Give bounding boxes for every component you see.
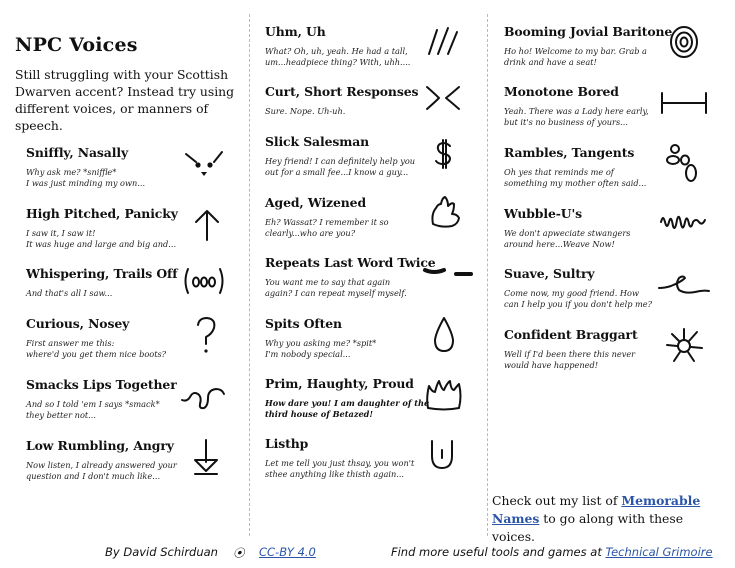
- voice-entry-sniffly: [26, 145, 145, 189]
- memorable-names-link[interactable]: Memorable: [621, 493, 701, 508]
- voice-name: Aged, Wizened: [265, 195, 367, 210]
- technical-grimoire-link[interactable]: Technical Grimoire: [605, 545, 713, 559]
- voice-name: Slick Salesman: [265, 134, 370, 149]
- voice-name: Uhm, Uh: [265, 24, 326, 39]
- squiggle-icon: [180, 382, 226, 412]
- voice-quote: Well if I'd been there this never would have happened!: [504, 349, 636, 370]
- droplet-icon: [430, 316, 458, 354]
- voice-quote: What? Oh, uh, yeah. He had a tall, um...headpiece thing? With, uhh....: [265, 46, 411, 67]
- voice-quote: Yeah. There was a Lady here early, but it's no business of yours...: [504, 106, 649, 127]
- voice-quote: Why you asking me? *spit* I'm nobody special...: [265, 338, 377, 359]
- voice-name: Curt, Short Responses: [265, 84, 419, 99]
- voice-quote: Now listen, I already answered your question and I don't much like...: [26, 460, 177, 481]
- voice-quote: I saw it, I saw it! It was huge and large and big and...: [26, 228, 177, 249]
- voice-entry-monotone: [504, 84, 649, 128]
- voice-quote: Eh? Wassat? I remember it so clearly...who are you?: [265, 217, 389, 238]
- voice-entry-spits: [265, 316, 376, 360]
- memorable-names-link-continued[interactable]: Names: [492, 511, 540, 526]
- curl-line-icon: [657, 272, 711, 298]
- voice-name: Curious, Nosey: [26, 316, 130, 331]
- voice-quote: Why ask me? *sniffle* I was just minding my own...: [26, 167, 146, 188]
- voice-quote: Sure. Nope. Uh-uh.: [265, 106, 346, 116]
- voice-entry-whispering: [26, 266, 178, 299]
- voice-quote: And that's all I saw...: [26, 288, 113, 298]
- voice-quote: We don't apweciate stwangers around here...Weave Now!: [504, 228, 631, 249]
- voice-name: Whispering, Trails Off: [26, 266, 178, 281]
- voice-entry-aged: [265, 195, 389, 239]
- voice-entry-booming: [504, 24, 672, 68]
- tongue-icon: [428, 438, 456, 472]
- voice-name: Wubble-U's: [504, 206, 583, 221]
- flat-line-icon: [659, 90, 709, 116]
- voice-quote: Hey friend! I can definitely help you out for a small fee...I know a guy...: [265, 156, 416, 177]
- voice-name: Sniffly, Nasally: [26, 145, 129, 160]
- column-divider-2: [487, 14, 488, 536]
- voice-name: Smacks Lips Together: [26, 377, 177, 392]
- voice-name: Confident Braggart: [504, 327, 638, 342]
- voice-name: Repeats Last Word Twice: [265, 255, 436, 270]
- voice-quote: Come now, my good friend. How can I help you if you don't help me?: [504, 288, 653, 309]
- curt-brackets-icon: [424, 84, 462, 112]
- voice-entry-listhp: [265, 436, 414, 480]
- wobble-icon: [658, 208, 708, 236]
- column-divider-1: [249, 14, 250, 536]
- voice-name: Listhp: [265, 436, 309, 451]
- sniffle-face-icon: [184, 148, 224, 178]
- concentric-circles-icon: [668, 24, 700, 60]
- voice-entry-repeats: [265, 255, 436, 299]
- author-credit: By David Schirduan: [105, 545, 218, 559]
- voice-name: Prim, Haughty, Proud: [265, 376, 414, 391]
- voice-name: Rambles, Tangents: [504, 145, 635, 160]
- wizened-hand-icon: [428, 194, 462, 230]
- voice-quote: How dare you! I am daughter of the third house of Betazed!: [265, 398, 430, 419]
- voice-quote: Ho ho! Welcome to my bar. Grab a drink and have a seat!: [504, 46, 647, 67]
- voice-entry-braggart: [504, 327, 638, 371]
- voice-entry-slick-salesman: [265, 134, 415, 178]
- voice-quote: Oh yes that reminds me of something my mother often said...: [504, 167, 647, 188]
- voice-entry-smacks-lips: [26, 377, 177, 421]
- voice-entry-suave: [504, 266, 652, 310]
- voice-entry-prim: [265, 376, 429, 420]
- find-more-text: Find more useful tools and games at Technical Grimoire: [391, 545, 713, 559]
- dollar-sign-icon: [432, 138, 456, 170]
- sun-burst-icon: [664, 326, 704, 366]
- cc-icon: ⦿: [233, 546, 245, 560]
- voice-name: High Pitched, Panicky: [26, 206, 178, 221]
- voice-entry-low-rumbling: [26, 438, 177, 482]
- up-arrow-icon: [194, 208, 220, 242]
- license-link[interactable]: CC-BY 4.0: [259, 545, 316, 559]
- whisper-dots-icon: [184, 266, 224, 296]
- voice-name: Spits Often: [265, 316, 342, 331]
- question-mark-icon: [195, 316, 219, 354]
- voice-quote: First answer me this: where'd you get them nice boots?: [26, 338, 167, 359]
- voice-name: Booming Jovial Baritone: [504, 24, 673, 39]
- voice-name: Low Rumbling, Angry: [26, 438, 174, 453]
- voice-name: Monotone Bored: [504, 84, 619, 99]
- crown-icon: [424, 378, 464, 412]
- repeat-dashes-icon: [422, 262, 474, 280]
- voice-quote: Let me tell you just thsay, you won't sthee anything like thisth again...: [265, 458, 415, 479]
- voice-entry-high-pitched: [26, 206, 178, 250]
- voice-entry-rambles: [504, 145, 646, 189]
- voice-quote: You want me to say that again again? I can repeat myself myself.: [265, 277, 407, 298]
- voice-entry-wubble: [504, 206, 630, 250]
- names-promo: Check out my list of Memorable Names to go along with these voices.: [492, 493, 701, 544]
- bubbles-icon: [664, 142, 702, 184]
- intro-text: Still struggling with your Scottish Dwarven accent? Instead try using different voices, or manners of speech.: [15, 67, 235, 133]
- voice-entry-curt: [265, 84, 418, 117]
- voice-entry-uhm: [265, 24, 410, 68]
- voice-quote: And so I told 'em I says *smack* they better not...: [26, 399, 160, 420]
- page-title: NPC Voices: [15, 34, 138, 56]
- voice-entry-curious: [26, 316, 166, 360]
- voice-name: Suave, Sultry: [504, 266, 595, 281]
- hesitation-slashes-icon: [426, 26, 460, 56]
- down-arrow-icon: [192, 438, 220, 476]
